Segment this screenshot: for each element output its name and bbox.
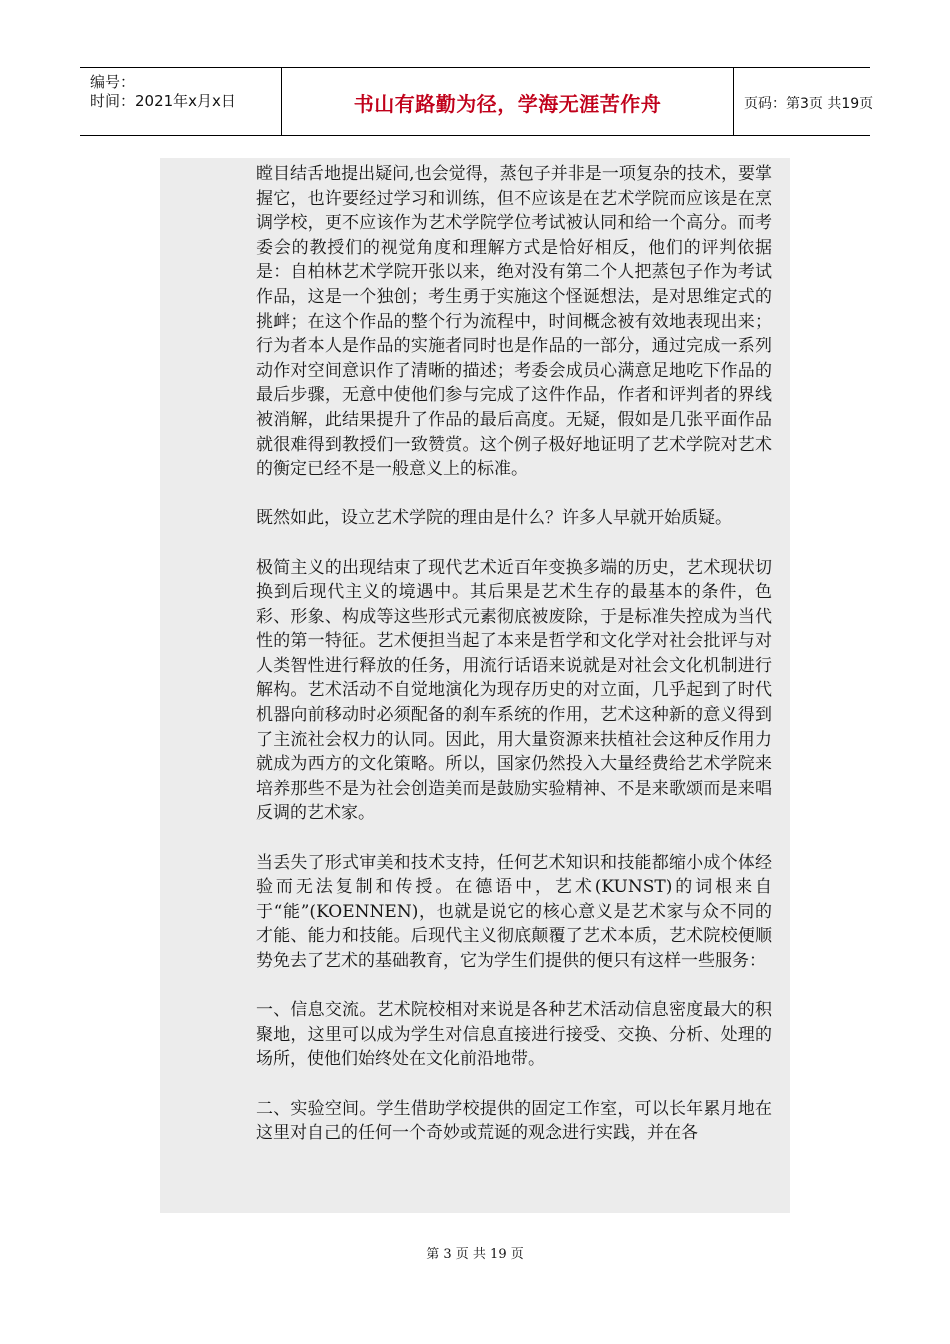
paragraph: 二、实验空间。学生借助学校提供的固定工作室，可以长年累月地在这里对自己的任何一个奇妙或荒诞的观念进行实践，并在各: [256, 1098, 772, 1144]
paragraph: 既然如此，设立艺术学院的理由是什么？许多人早就开始质疑。: [256, 508, 732, 529]
page-footer: 第 3 页 共 19 页: [426, 1247, 524, 1262]
header-motto: 书山有路勤为径，学海无涯苦作舟: [353, 92, 662, 116]
paragraph: 当丢失了形式审美和技术支持，任何艺术知识和技能都缩小成个体经验而无法复制和传授。在德语中，艺术(KUNST)的词根来自于“能”(KOENNEN)，也就是说它的核心意义是艺术家与众不同的才能、能力和技能。后现代主义彻底颠覆了艺术本质，艺术院校便顺势免去了艺术的基础教育，它为学生们提供的便只有这样一些服务：: [256, 852, 772, 971]
header-page-cell: [734, 68, 874, 135]
body-text: [256, 162, 772, 1146]
paragraph: 瞠目结舌地提出疑问,也会觉得，蒸包子并非是一项复杂的技术，要掌握它，也许要经过学习和训练，但不应该是在艺术学院而应该是在烹调学校，更不应该作为艺术学院学位考试被认同和给一个高分。而考委会的教授们的视觉角度和理解方式是恰好相反，他们的评判依据是：自柏林艺术学院开张以来，绝对没有第二个人把蒸包子作为考试作品，这是一个独创；考生勇于实施这个怪诞想法，是对思维定式的挑衅；在这个作品的整个行为流程中，时间概念被有效地表现出来；行为者本人是作品的实施者同时也是作品的一部分，通过完成一系列动作对空间意识作了清晰的描述；考委会成员心满意足地吃下作品的最后步骤，无意中使他们参与完成了这件作品，作者和评判者的界线被消解，此结果提升了作品的最后高度。无疑，假如是几张平面作品就很难得到教授们一致赞赏。这个例子极好地证明了艺术学院对艺术的衡定已经不是一般意义上的标准。: [256, 164, 772, 480]
header-page-number: 页码：第3页 共19页: [744, 96, 874, 112]
header-meta-cell: [80, 68, 282, 135]
header-motto-cell: [282, 68, 734, 135]
document-number-label: 编号：: [90, 73, 136, 91]
document-date-label: 时间：2021年x月x日: [90, 92, 236, 110]
document-header: [80, 67, 874, 136]
paragraph: 极简主义的出现结束了现代艺术近百年变换多端的历史，艺术现状切换到后现代主义的境遇中。其后果是艺术生存的最基本的条件，色彩、形象、构成等这些形式元素彻底被废除，于是标准失控成为当代性的第一特征。艺术便担当起了本来是哲学和文化学对社会批评与对人类智性进行释放的任务，用流行话语来说就是对社会文化机制进行解构。艺术活动不自觉地演化为现存历史的对立面，几乎起到了时代机器向前移动时必须配备的刹车系统的作用，艺术这种新的意义得到了主流社会权力的认同。因此，用大量资源来扶植社会这种反作用力就成为西方的文化策略。所以，国家仍然投入大量经费给艺术学院来培养那些不是为社会创造美而是鼓励实验精神、不是来歌颂而是来唱反调的艺术家。: [256, 557, 772, 824]
document-body: [160, 158, 790, 1213]
paragraph: 一、信息交流。艺术院校相对来说是各种艺术活动信息密度最大的积聚地，这里可以成为学生对信息直接进行接受、交换、分析、处理的场所，使他们始终处在文化前沿地带。: [256, 1000, 772, 1070]
